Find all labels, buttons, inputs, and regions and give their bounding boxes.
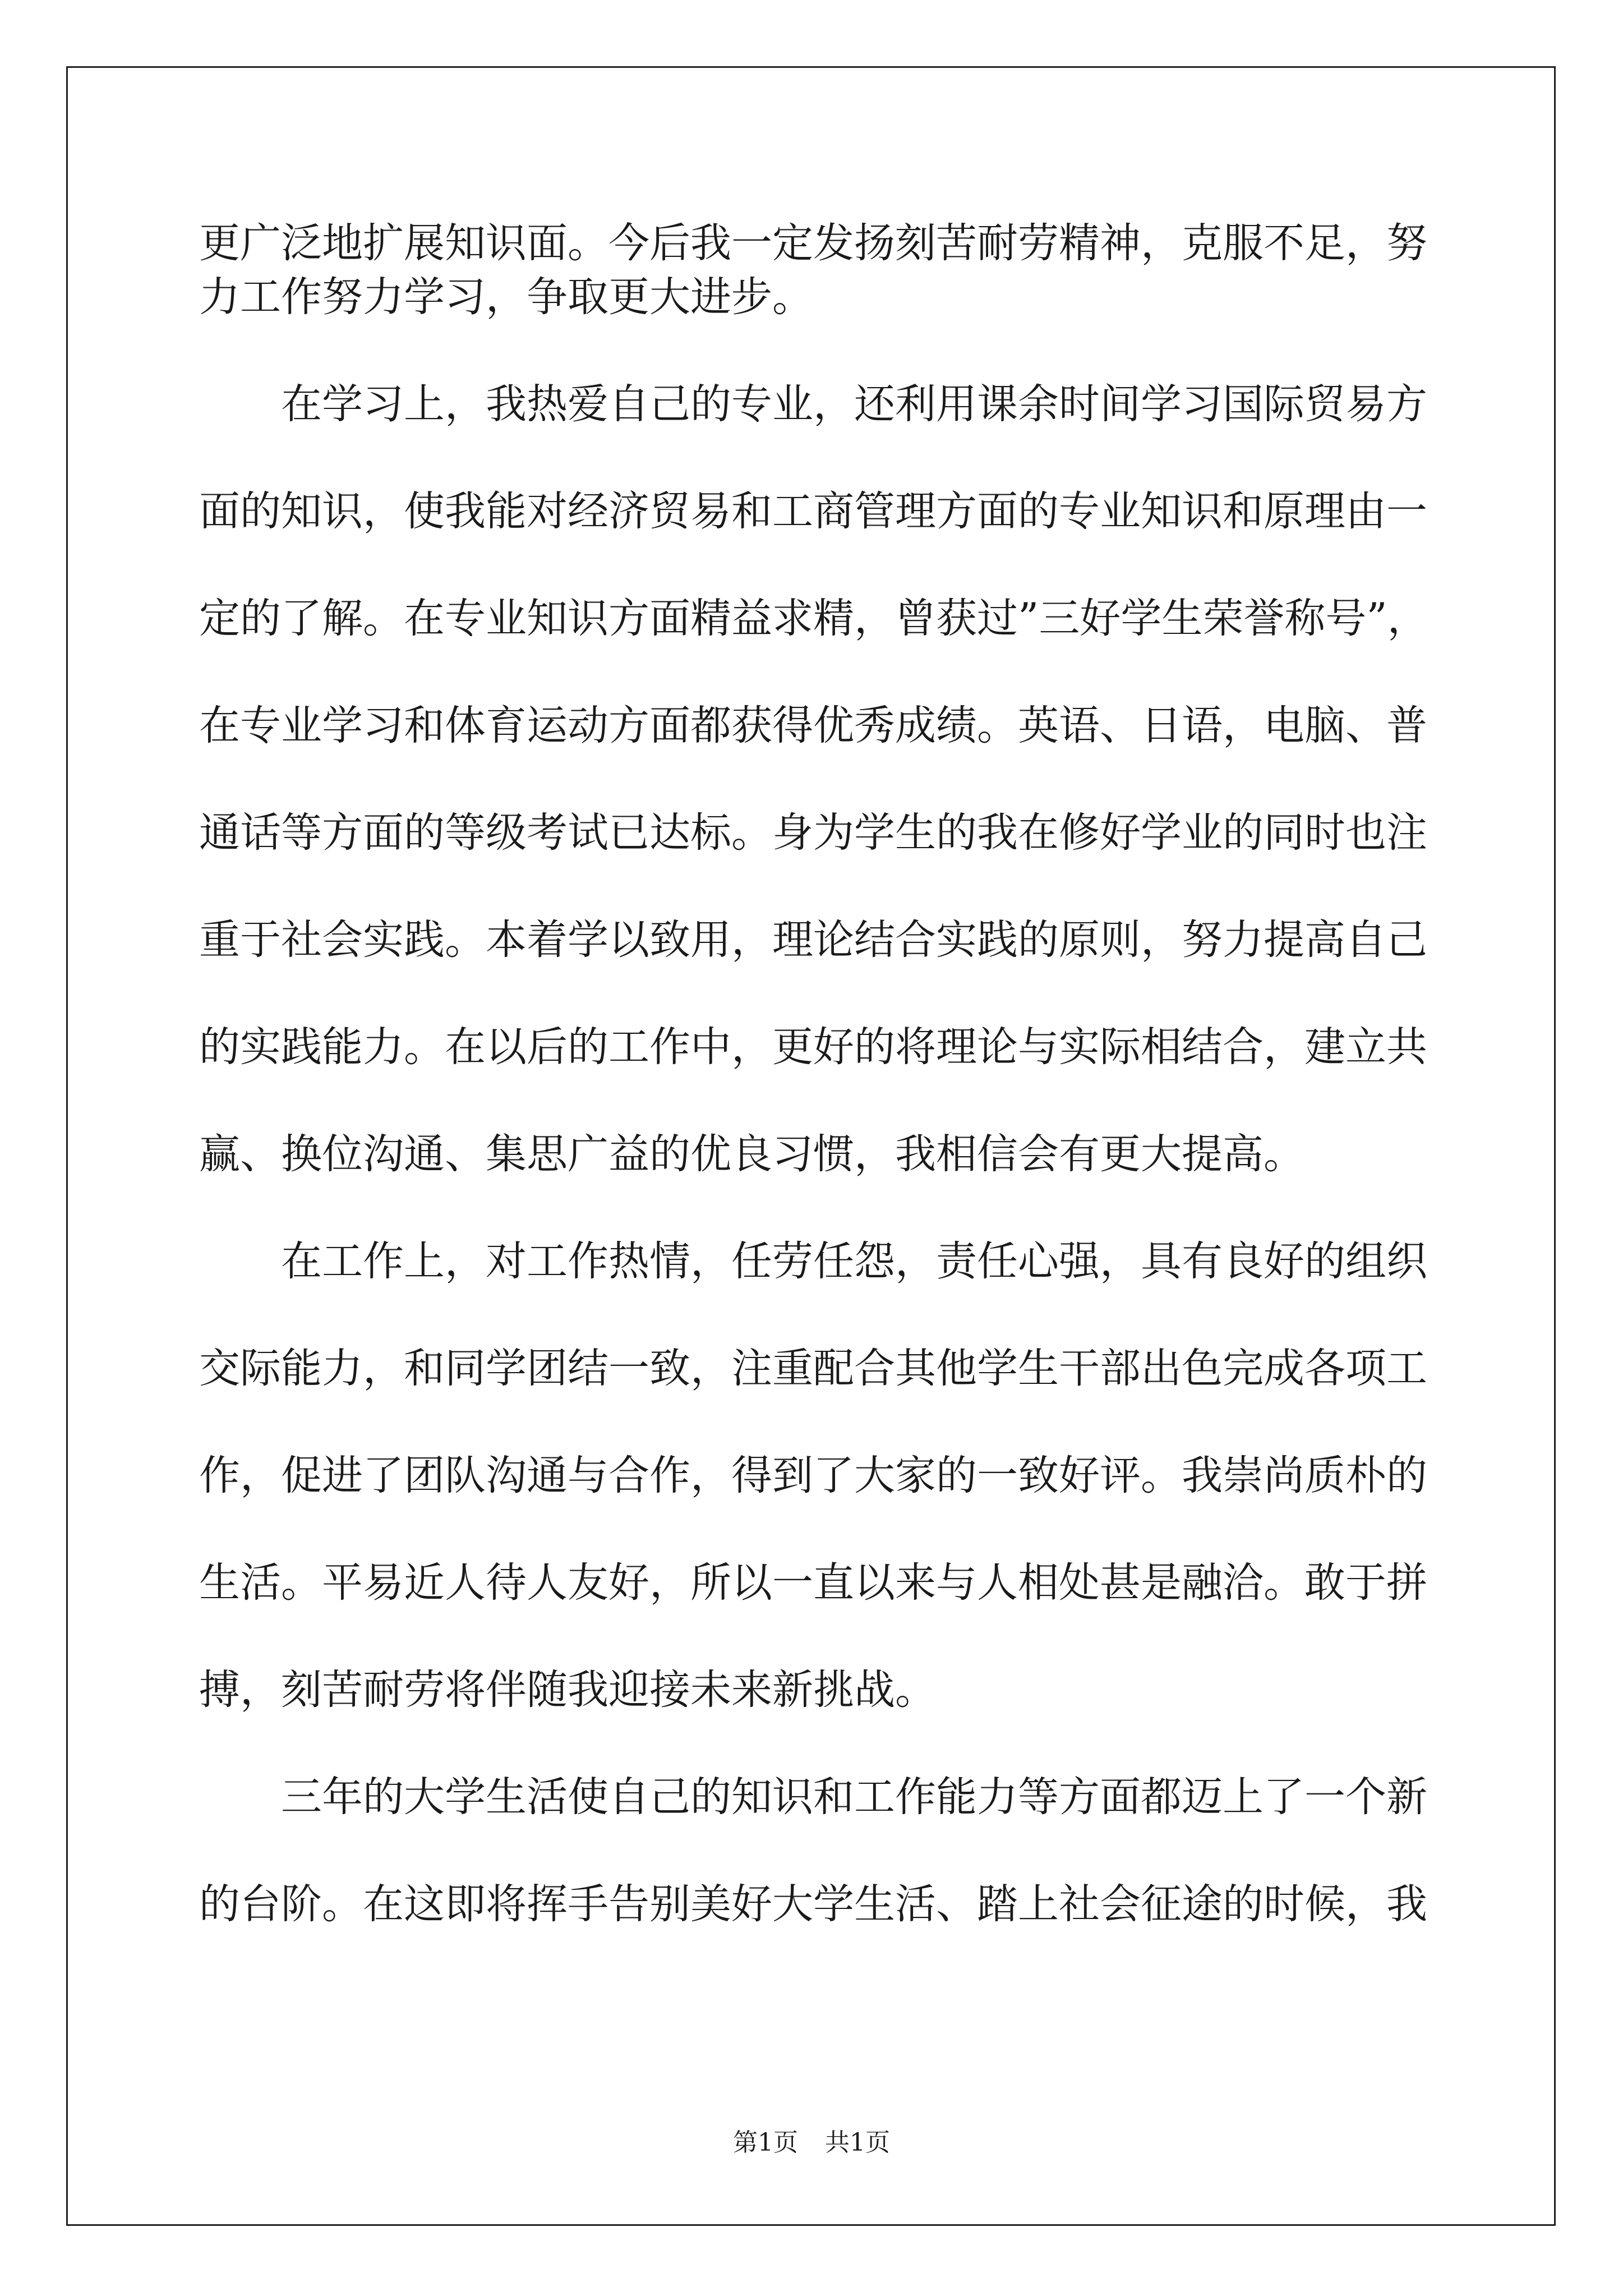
line-gap xyxy=(199,1289,1427,1342)
text-line: 交际能力，和同学团结一致，注重配合其他学生干部出色完成各项工 xyxy=(199,1345,1427,1392)
line-gap xyxy=(199,860,1427,913)
text-line: 生活。平易近人待人友好，所以一直以来与人相处甚是融洽。敢于拼 xyxy=(199,1559,1427,1607)
text-line: 作，促进了团队沟通与合作，得到了大家的一致好评。我崇尚质朴的 xyxy=(199,1452,1427,1499)
line-gap xyxy=(199,1824,1427,1878)
line-gap xyxy=(199,431,1427,485)
text-line: 在工作上，对工作热情，任劳任怨，责任心强，具有良好的组织 xyxy=(281,1237,1427,1285)
text-line: 更广泛地扩展知识面。今后我一定发扬刻苦耐劳精神，克服不足，努 xyxy=(199,219,1427,267)
text-line: 在学习上，我热爱自己的专业，还利用课余时间学习国际贸易方 xyxy=(281,380,1427,428)
page-footer xyxy=(0,2126,1623,2160)
paragraph-gap xyxy=(199,324,1427,378)
page-number: 第1页 xyxy=(733,2128,798,2157)
paragraph-gap xyxy=(199,1181,1427,1235)
text-line: 赢、换位沟通、集思广益的优良习惯，我相信会有更大提高。 xyxy=(199,1130,1304,1178)
line-gap xyxy=(199,753,1427,806)
line-gap xyxy=(199,1503,1427,1556)
line-gap xyxy=(199,539,1427,592)
text-line: 搏，刻苦耐劳将伴随我迎接未来新挑战。 xyxy=(199,1666,936,1714)
text-line: 通话等方面的等级考试已达标。身为学生的我在修好学业的同时也注 xyxy=(199,809,1427,857)
document-body xyxy=(199,217,1427,1931)
text-line: 定的了解。在专业知识方面精益求精，曾获过”三好学生荣誉称号”， xyxy=(199,595,1428,642)
line-gap xyxy=(199,967,1427,1020)
text-line: 三年的大学生活使自己的知识和工作能力等方面都迈上了一个新 xyxy=(281,1773,1427,1821)
line-gap xyxy=(199,646,1427,699)
text-line: 在专业学习和体育运动方面都获得优秀成绩。英语、日语，电脑、普 xyxy=(199,702,1427,749)
paragraph-gap xyxy=(199,1717,1427,1770)
line-gap xyxy=(199,1610,1427,1663)
text-line: 力工作努力学习，争取更大进步。 xyxy=(199,273,813,321)
text-line: 面的知识，使我能对经济贸易和工商管理方面的专业知识和原理由一 xyxy=(199,487,1427,535)
text-line: 的实践能力。在以后的工作中，更好的将理论与实际相结合，建立共 xyxy=(199,1023,1427,1071)
line-gap xyxy=(199,1396,1427,1449)
text-line: 重于社会实践。本着学以致用，理论结合实践的原则，努力提高自己 xyxy=(199,916,1427,964)
text-line: 的台阶。在这即将挥手告别美好大学生活、踏上社会征途的时候，我 xyxy=(199,1880,1427,1928)
page-total: 共1页 xyxy=(825,2128,890,2157)
line-gap xyxy=(199,1074,1427,1128)
